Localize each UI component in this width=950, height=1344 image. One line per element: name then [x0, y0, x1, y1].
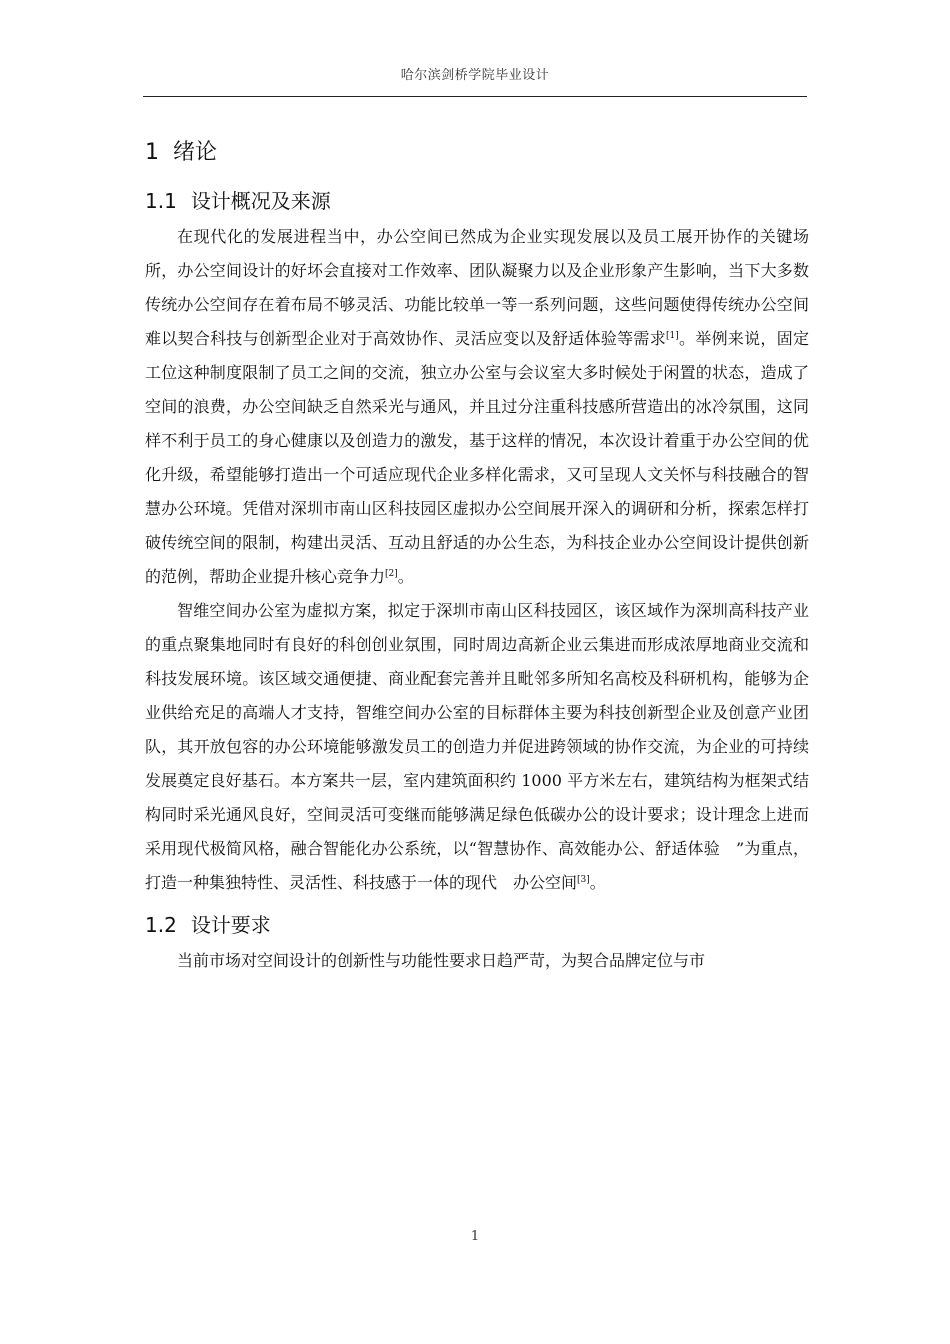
citation-ref: [3] — [577, 875, 590, 885]
paragraph-1 — [145, 220, 809, 594]
citation-ref: [1] — [665, 331, 679, 341]
section-heading-1-1 — [145, 184, 809, 218]
paragraph-text: 在现代化的发展进程当中，办公空间已然成为企业实现发展以及员工展开协作的关键场所，办公空间设计的好坏会直接对工作效率、团队凝聚力以及企业形象产生影响，当下大多数传统办公空间存在着布局不够灵活、功能比较单一等一系列问题，这些问题使得传统办公空间难以契合科技与创新型企业对于高效协作、灵活应变以及舒适体验等需求 — [145, 227, 809, 348]
section-title: 设计要求 — [190, 913, 271, 937]
header-divider — [143, 96, 807, 97]
paragraph-text: 智维空间办公室为虚拟方案，拟定于深圳市南山区科技园区，该区域作为深圳高科技产业的重点聚集地同时有良好的科创创业氛围，同时周边高新企业云集进而形成浓厚地商业交流和科技发展环境。该区域交通便捷、商业配套完善并且毗邻多所知名高校及科研机构，能够为企业供给充足的高端人才支持，智维空间办公室的目标群体主要为科技创新型企业及创意产业团队，其开放包容的办公环境能够激发员工的创造力并促进跨领域的协作交流，为企业的可持续发展奠定良好基石。本方案共一层，室内建筑面积约 1000 平方米左右，建筑结构为框架式结构同时采光通风良好，空间灵活可变继而能够满足绿色低碳办公的设计要求；设计理念上进而采用现代极简风格，融合智能化办公系统，以“智慧协作、高效能办公、舒适体验 ”为重点，打造一种集独特性、灵活性、科技感于一体的现代 办公空间 — [145, 601, 809, 892]
chapter-heading — [145, 134, 809, 172]
section-title: 设计概况及来源 — [190, 189, 331, 213]
paragraph-text: 。举例来说，固定工位这种制度限制了员工之间的交流，独立办公室与会议室大多时候处于闲置的状态，造成了空间的浪费，办公空间缺乏自然采光与通风，并且过分注重科技感所营造出的冰冷氛围，这同样不利于员工的身心健康以及创造力的激发，基于这样的情况，本次设计着重于办公空间的优化升级，希望能够打造出一个可适应现代企业多样化需求，又可呈现人文关怀与科技融合的智慧办公环境。凭借对深圳市南山区科技园区虚拟办公空间展开深入的调研和分析，探索怎样打破传统空间的限制，构建出灵活、互动且舒适的办公生态，为科技企业办公空间设计提供创新的范例，帮助企业提升核心竞争力 — [145, 329, 809, 586]
section-heading-1-2 — [145, 908, 809, 942]
chapter-number: 1 — [145, 140, 159, 165]
page-header: 哈尔滨剑桥学院毕业设计 — [400, 68, 550, 83]
section-number: 1.2 — [145, 913, 177, 937]
paragraph-text: 。 — [397, 567, 414, 586]
paragraph-2 — [145, 594, 809, 900]
citation-ref: [2] — [385, 569, 398, 579]
paragraph-3 — [145, 944, 809, 978]
paragraph-text: 。 — [589, 873, 606, 892]
section-number: 1.1 — [145, 189, 177, 213]
paragraph-text: 当前市场对空间设计的创新性与功能性要求日趋严苛，为契合品牌定位与市 — [177, 951, 706, 970]
chapter-title: 绪论 — [173, 140, 218, 165]
page-number: 1 — [470, 1229, 480, 1244]
document-body — [145, 134, 809, 978]
